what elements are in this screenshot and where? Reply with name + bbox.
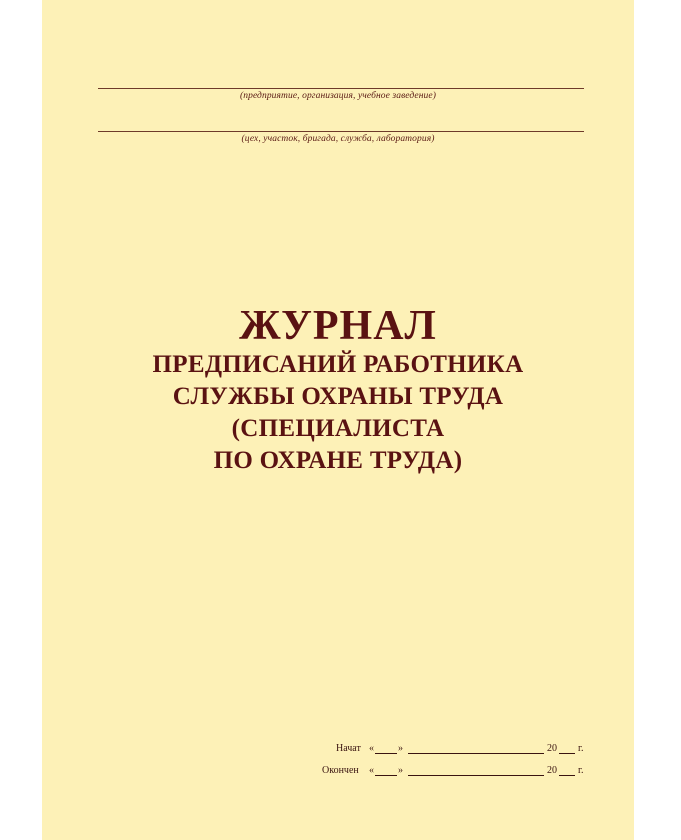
title-line-1: ПРЕДПИСАНИЙ РАБОТНИКА	[152, 351, 524, 378]
open-quote: «	[369, 743, 374, 754]
close-quote: »	[398, 743, 403, 754]
finished-day-field[interactable]	[375, 764, 397, 776]
title-line-3: (СПЕЦИАЛИСТА	[231, 415, 445, 442]
year-suffix: г.	[578, 765, 584, 776]
year-suffix: г.	[578, 743, 584, 754]
journal-cover	[42, 0, 634, 840]
title-line-4: ПО ОХРАНЕ ТРУДА)	[213, 447, 463, 474]
open-quote: «	[369, 765, 374, 776]
started-row	[312, 742, 592, 756]
title-line-2: СЛУЖБЫ ОХРАНЫ ТРУДА	[172, 383, 504, 410]
started-year-field[interactable]	[559, 742, 575, 754]
organization-caption: (предприятие, организация, учебное заведение)	[240, 91, 436, 101]
year-prefix: 20	[547, 743, 557, 754]
finished-year-field[interactable]	[559, 764, 575, 776]
finished-label: Окончен	[322, 765, 359, 776]
finished-row	[312, 764, 592, 778]
title-main: ЖУРНАЛ	[239, 303, 437, 349]
started-month-field[interactable]	[408, 742, 544, 754]
journal-dates	[312, 742, 592, 782]
department-caption: (цех, участок, бригада, служба, лаборатория)	[241, 134, 435, 144]
started-day-field[interactable]	[375, 742, 397, 754]
finished-month-field[interactable]	[408, 764, 544, 776]
journal-title	[42, 0, 634, 840]
close-quote: »	[398, 765, 403, 776]
year-prefix: 20	[547, 765, 557, 776]
started-label: Начат	[336, 743, 361, 754]
